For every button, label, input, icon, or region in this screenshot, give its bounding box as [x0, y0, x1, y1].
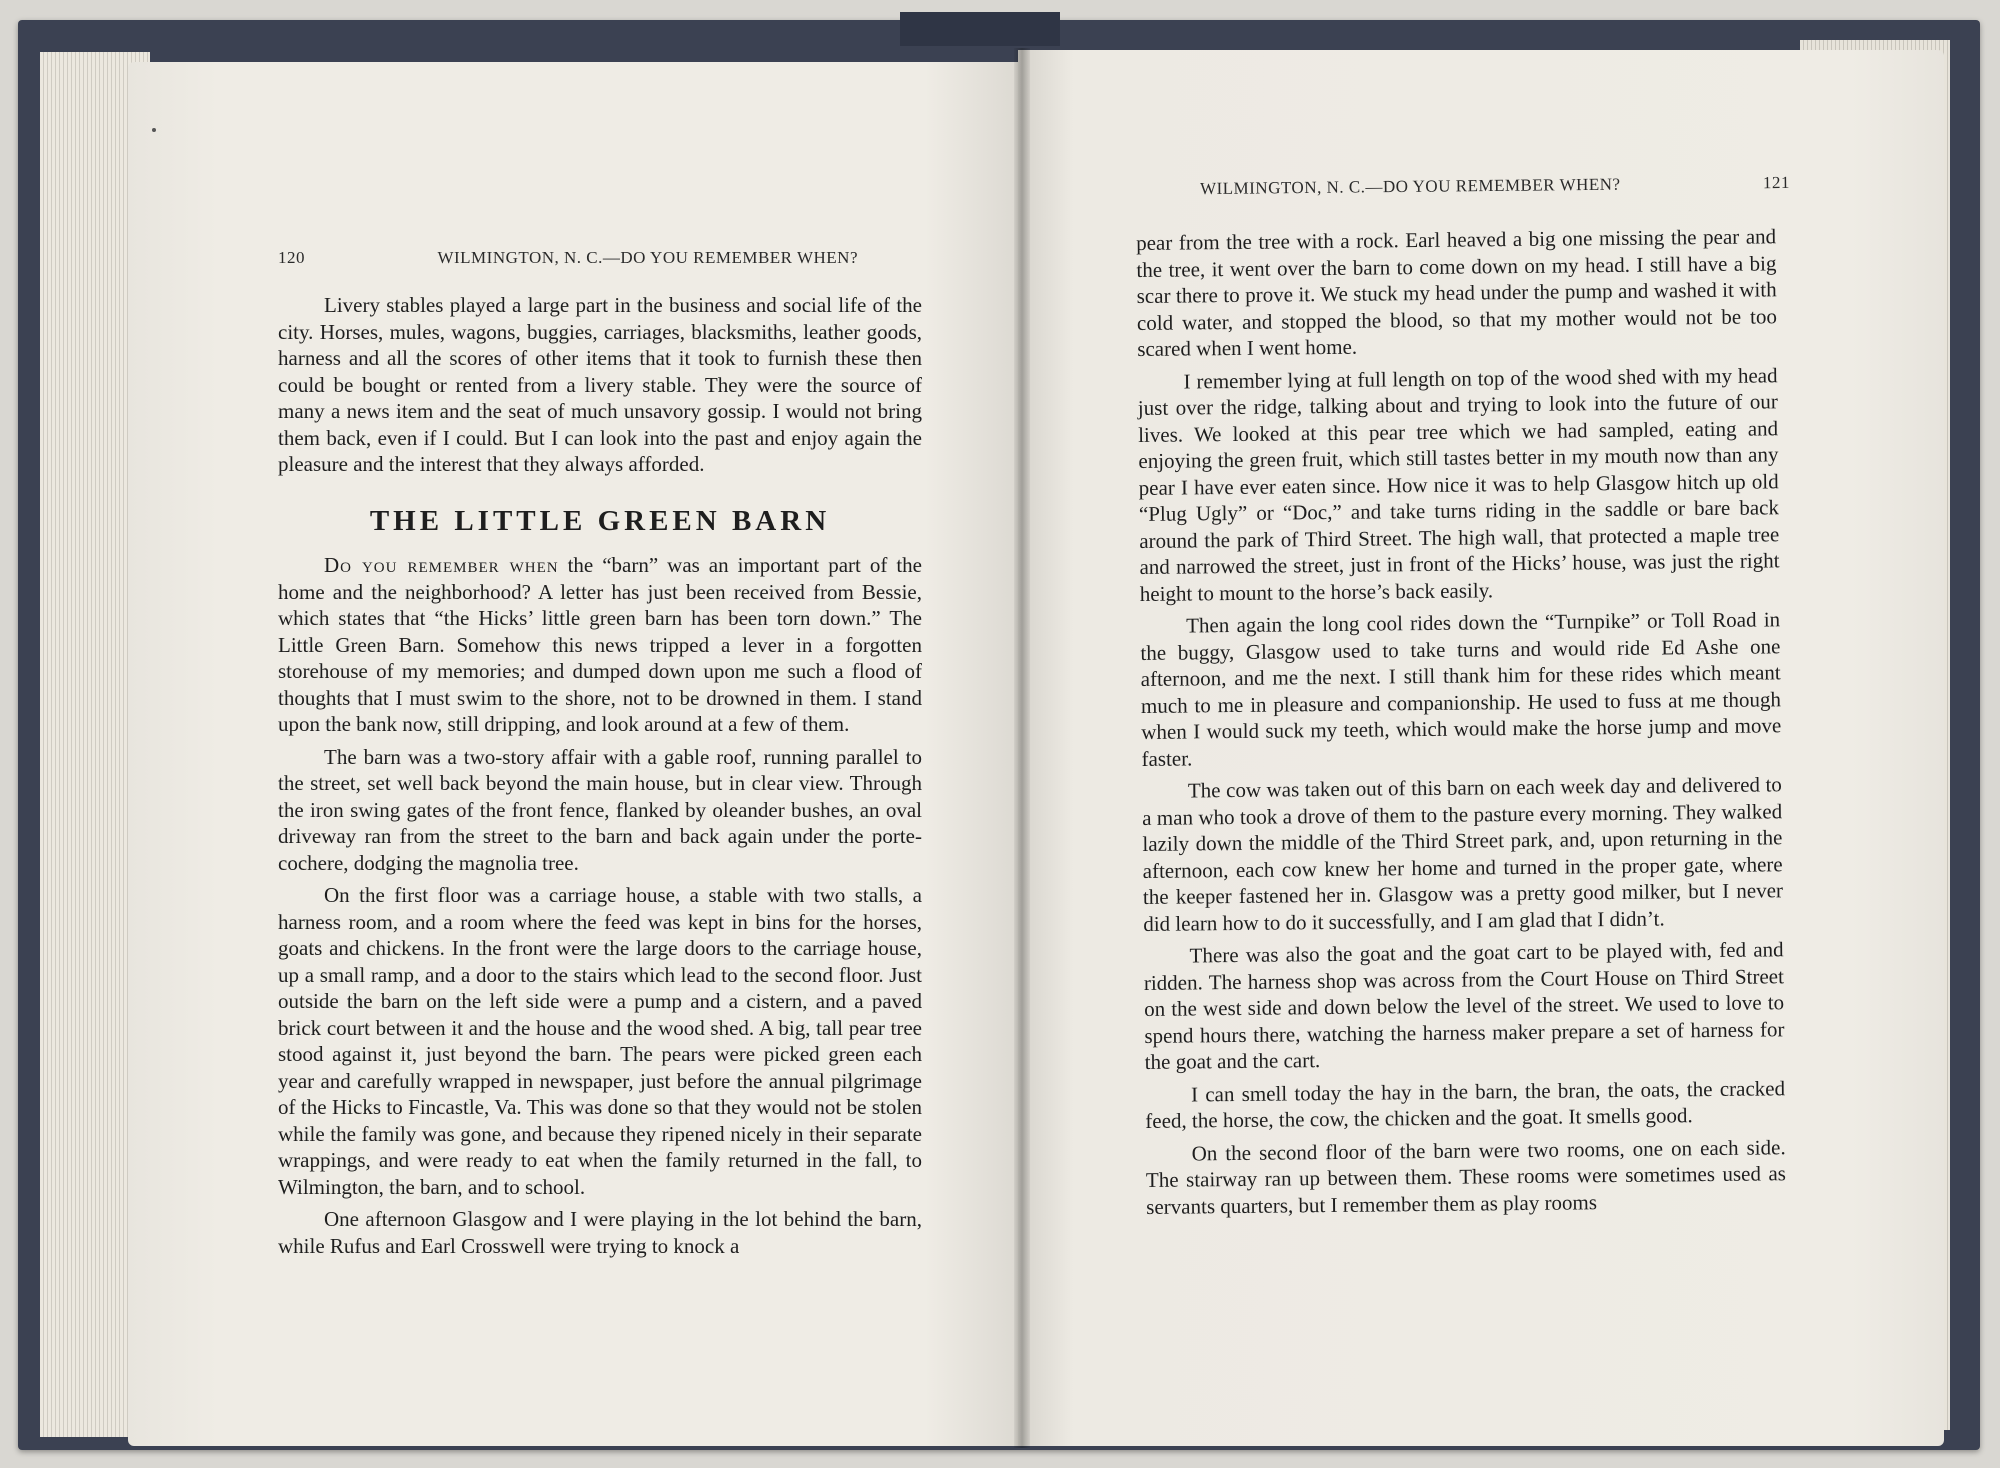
paragraph: There was also the goat and the goat cart to be played with, fed and ridden. The harness shop was across from the Court House on Third Street on the west side and down below the level of the street. We used to love to spend hours there, watching the harness maker prepare a set of harness for the goat and the cart. [1143, 937, 1785, 1074]
paragraph [278, 552, 922, 738]
paragraph: I can smell today the hay in the barn, the bran, the oats, the cracked feed, the horse, the cow, the chicken and the goat. It smells good. [1145, 1075, 1786, 1133]
left-running-head [278, 248, 858, 268]
paragraph: On the second floor of the barn were two rooms, one on each side. The stairway ran up between them. These rooms were sometimes used as servants quarters, but I remember them as play rooms [1145, 1134, 1787, 1219]
right-page-body [1136, 223, 1786, 1220]
left-page-body [278, 292, 922, 1259]
paragraph: Then again the long cool rides down the “Turnpike” or Toll Road in the buggy, Glasgow used to take turns and would ride Ed Ashe one afternoon, and me the next. I still thank him for these rides which meant much to me in pleasure and companionship. He used to fuss at me though when I would suck my teeth, which would make the horse jump and move faster. [1140, 607, 1782, 771]
chapter-title: THE LITTLE GREEN BARN [369, 504, 831, 537]
paragraph: The cow was taken out of this barn on each week day and delivered to a man who took a drove of them to the pasture every morning. They walked lazily down the middle of the Third Street park, and, upon returning in the afternoon, each cow knew her home and turned in the proper gate, where the keeper fastened her in. Glasgow was a pretty good milker, but I never did learn how to do it successfully, and I am glad that I didn’t. [1142, 772, 1784, 936]
paragraph: On the first floor was a carriage house, a stable with two stalls, a harness room, and a room where the feed was kept in bins for the horses, goats and chickens. In the front were the large doors to the carriage house, up a small ramp, and a door to the stairs which lead to the second floor. Just outside the barn on the left side were a pump and a cistern, and a paved brick court between it and the house and the wood shed. A big, tall pear tree stood against it, just beyond the barn. The pears were picked green each year and carefully wrapped in newspaper, just before the annual pilgrimage of the Hicks to Fincastle, Va. This was done so that they would not be stolen while the family was gone, and because they ripened nicely in their separate wrappings, and were ready to eat when the family returned in the fall, to Wilmington, the barn, and to school. [278, 883, 922, 1199]
paragraph-text: the “barn” was an important part of the home and the neighborhood? A letter has just been received from Bessie, which states that “the Hicks’ little green barn has been torn down.” The Little Green Barn. Somehow this news tripped a lever in a forgotten storehouse of my memories; and dumped down upon me such a flood of thoughts that I must swim to the shore, not to be drowned in them. I stand upon the bank now, still dripping, and look around at a few of them. [278, 553, 922, 736]
right-running-head [1200, 173, 1790, 199]
paragraph: One afternoon Glasgow and I were playing in the lot behind the barn, while Rufus and Earl Crosswell were trying to knock a [278, 1207, 922, 1258]
left-page [128, 62, 1034, 1446]
page-number: 120 [278, 248, 305, 267]
paragraph: pear from the tree with a rock. Earl heaved a big one missing the pear and the tree, it went over the barn to come down on my head. I still have a big scar there to prove it. We stuck my head under the pump and washed it with cold water, and stopped the blood, so that my mother would not be too scared when I went home. [1136, 224, 1778, 361]
book-gutter [1014, 48, 1030, 1448]
book-spine [900, 12, 1060, 46]
paragraph: I remember lying at full length on top of the wood shed with my head just over the ridge, talking about and trying to look into the future of our lives. We looked at this pear tree which we had sampled, eating and enjoying the green fruit, which still tastes better in my mouth now than any pear I have ever eaten since. How nice it was to help Glasgow hitch up old “Plug Ugly” or “Doc,” and take turns riding in the saddle or bare back around the park of Third Street. The high wall, that protected a maple tree and narrowed the street, just in front of the Hicks’ house, was just the right height to mount to the horse’s back easily. [1137, 362, 1780, 606]
running-head-title: WILMINGTON, N. C.—DO YOU REMEMBER WHEN? [437, 248, 858, 267]
lead-in-text: Do you remember when [324, 553, 559, 577]
paragraph: The barn was a two-story affair with a gable roof, running parallel to the street, set well back beyond the main house, but in clear view. Through the iron swing gates of the front fence, flanked by oleander bushes, an oval driveway ran from the street to the barn and back again under the porte-cochere, dodging the magnolia tree. [278, 744, 922, 875]
right-page [1018, 50, 1944, 1446]
running-head-title: WILMINGTON, N. C.—DO YOU REMEMBER WHEN? [1199, 174, 1621, 199]
paper-speck [152, 128, 156, 132]
paragraph: Livery stables played a large part in the business and social life of the city. Horses, mules, wagons, buggies, carriages, blacksmiths, leather goods, harness and all the scores of other items that it took to furnish these then could be bought or rented from a livery stable. They were the source of many a news item and the seat of much unsavory gossip. I would not bring them back, even if I could. But I can look into the past and enjoy again the pleasure and the interest that they always afforded. [278, 293, 922, 476]
page-number: 121 [1762, 172, 1791, 193]
